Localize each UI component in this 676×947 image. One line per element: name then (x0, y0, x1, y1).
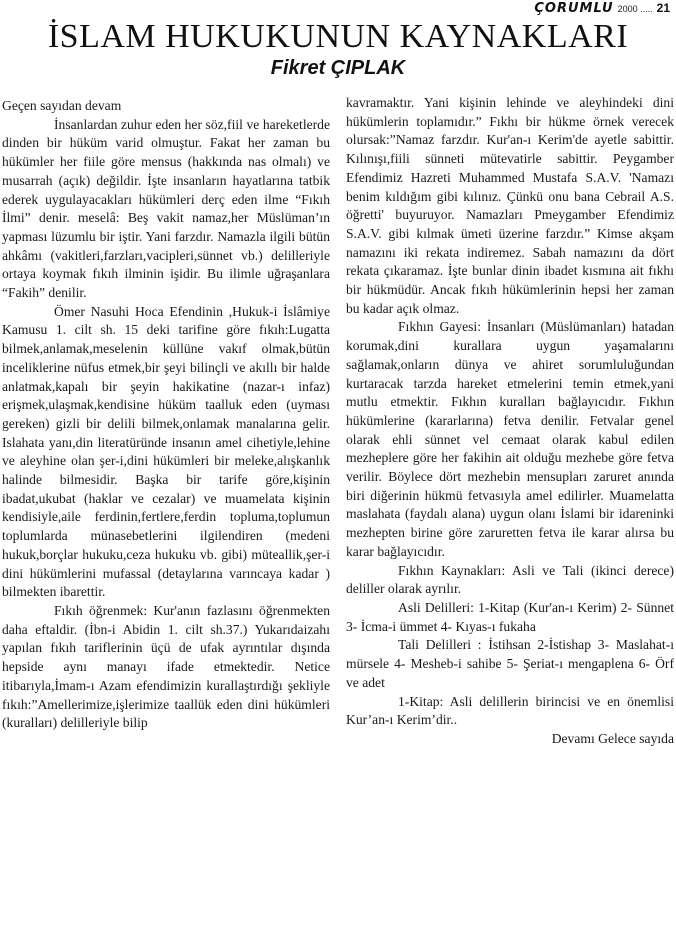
paragraph: Asli Delilleri: 1-Kitap (Kur'an-ı Kerim) 2- Sünnet 3- İcma-i ümmet 4- Kıyas-ı fukaha (346, 599, 674, 634)
issue-year: 2000 ..... (617, 4, 653, 14)
paragraph: Fıkıh öğrenmek: Kur'anın fazlasını öğrenmekten daha eftaldir. (İbn-i Abidin 1. cilt sh.37.) Yukarıdaizahı yapılan fıkıh tariflerinin üçü de ufak ayrıntılar dışında hepside aynı manayı ifade etmektedir. Netice itibarıyla,İmam-ı Azam efendimizin kurallaştırdığı şekliyle fıkıh:”Amellerimize,işlerimize taallük eden dini hükümleri (kuralları) delilleriyle bilip (2, 602, 330, 731)
magazine-brand: ÇORUMLU (534, 1, 614, 16)
page-number: 21 (656, 1, 670, 15)
right-column (346, 94, 674, 749)
paragraph: Tali Delilleri : İstihsan 2-İstishap 3- Maslahat-ı mürsele 4- Mesheb-i sahibe 5- Şeriat-ı mengaplena 6- Örf ve adet (346, 637, 674, 690)
paragraph: Fıkhın Gayesi: İnsanları (Müslümanları) hatadan korumak,dini kurallara uygun yaşamalarını sağlamak,onların dünya ve ahiret sorumluluğundan kurtaracak tarzda hareket etmelerini temin etmek,yani mutlu etmektir. Fıkhın kuralları bağlayıcıdır. Fıkhın hükümlerine (kararlarına) fetva denilir. Fetvalar genel olarak ehli sünnet vel cemaat olarak kabul edilen mezheplere göre her fakihin ait olduğu mezhebe göre fetva verilir. Böylece dört mezhebin mensupları zaruret anında biri diğerinin hükmü fetvasıyla amel edilirler. Muamelatta maslahata (faydalı alana) uygun olanı İslami bir idareninki mezhepten birine göre zaruretten fetva ile karar alırsa bu karar bağlayıcıdır. (346, 319, 674, 559)
paragraph: Ömer Nasuhi Hoca Efendinin ,Hukuk-i İslâmiye Kamusu 1. cilt sh. 15 deki tarifine göre fıkıh:Lugatta bilmek,anlamak,meselenin küllüne vakıf olmak,bütün inceliklerine nüfus etmek,bir şeyi bilinçli ve akıllı bir halde anlatmak,kapalı bir şeyin hakikatine (nazar-ı infaz) erişmek,ulaşmak,kendisine hüküm taalluk eden (uyması gereken) gizli bir delili bilmek,onlamak manalarına gelir. Islahata yanı,din literatüründe insanın amel cihetiyle,lehine ve aleyhine olan şer-i,dini hükümleri bir meleke,alışkanlık halinde bilmesidir. Başka bir tarife göre,kişinin ibadat,ukubat (haklar ve cezalar) ve muamelata kişinin kendisiyle,aile ferdinin,fertlere,ferdin topluma,toplumun toplumlarda münasebetlerini ilgilendiren (medeni hukuk,borçlar hukuku,ceza hukuku vb. gibi) müteallik,şer-i dini hükümlerini mufassal (detaylarına varıncaya kadar ) bilmekten ibarettir. (2, 303, 330, 600)
masthead (534, 1, 670, 17)
article-title: İSLAM HUKUKUNUN KAYNAKLARI (47, 18, 629, 55)
continuation-note: Geçen sayıdan devam (2, 98, 122, 113)
paragraph: İnsanlardan zuhur eden her söz,fiil ve hareketlerde dinden bir hüküm varid olmuştur. Fakat her zaman bu hükümler her fiile göre mensus (hakkında nas olmalı) ve musarrah (açık) değildir. İşte insanların hayatlarına tatbik ederek uygulayacakları hükümleri derç eden ilme “Fıkıh İlmi” denir. meselâ: Beş vakit namaz,her Müslüman’ın yapması lüzumlu bir iştir. Yani farzdır. Namazla ilgili bütün ahkâmı (vakitleri,farzları,vacipleri,sünnet vb.) delilleriyle ortaya koymak fıkıh ilminin işidir. Bu ilimle uğraşanlara “Fakih” denilir. (2, 116, 330, 301)
paragraph: kavramaktır. Yani kişinin lehinde ve aleyhindeki dini hükümlerin toplamıdır.” Fıkhı bir hükme örnek verecek olursak:”Namaz farzdır. Kur'an-ı Kerim'de ayetle sabittir. Kılınışı,fiili sünneti mütevatirle sabittir. Peygamber Efendimiz Hazreti Muhammed Mustafa S.A.V. 'Namazı benim kıldığım gibi kılınız. Çünkü onu bana Cebrail A.S. öğretti' buyuruyor. Namazları Pmeygamber Efendimiz S.A.V. gibi kılmak ümeti üzerine farzdır.” Kimse akşam namazını iki rekata indiremez. Sabah namazını da dört rekata çıkaramaz. İşte bunlar dinin ibadet kısmına ait fıkhı bir hükmüdür. Ancak fıkıh hükümlerinin hepsi her zaman bu kadar açık olmaz. (346, 95, 674, 316)
to-be-continued-note: Devamı Gelece sayıda (551, 730, 674, 746)
paragraph: Fıkhın Kaynakları: Asli ve Tali (ikinci derece) deliller olarak ayrılır. (346, 562, 674, 597)
article-author: Fikret ÇIPLAK (270, 57, 406, 79)
left-column (2, 97, 330, 733)
paragraph: 1-Kitap: Asli delillerin birincisi ve en önemlisi Kur’an-ı Kerim’dir.. (346, 693, 674, 728)
